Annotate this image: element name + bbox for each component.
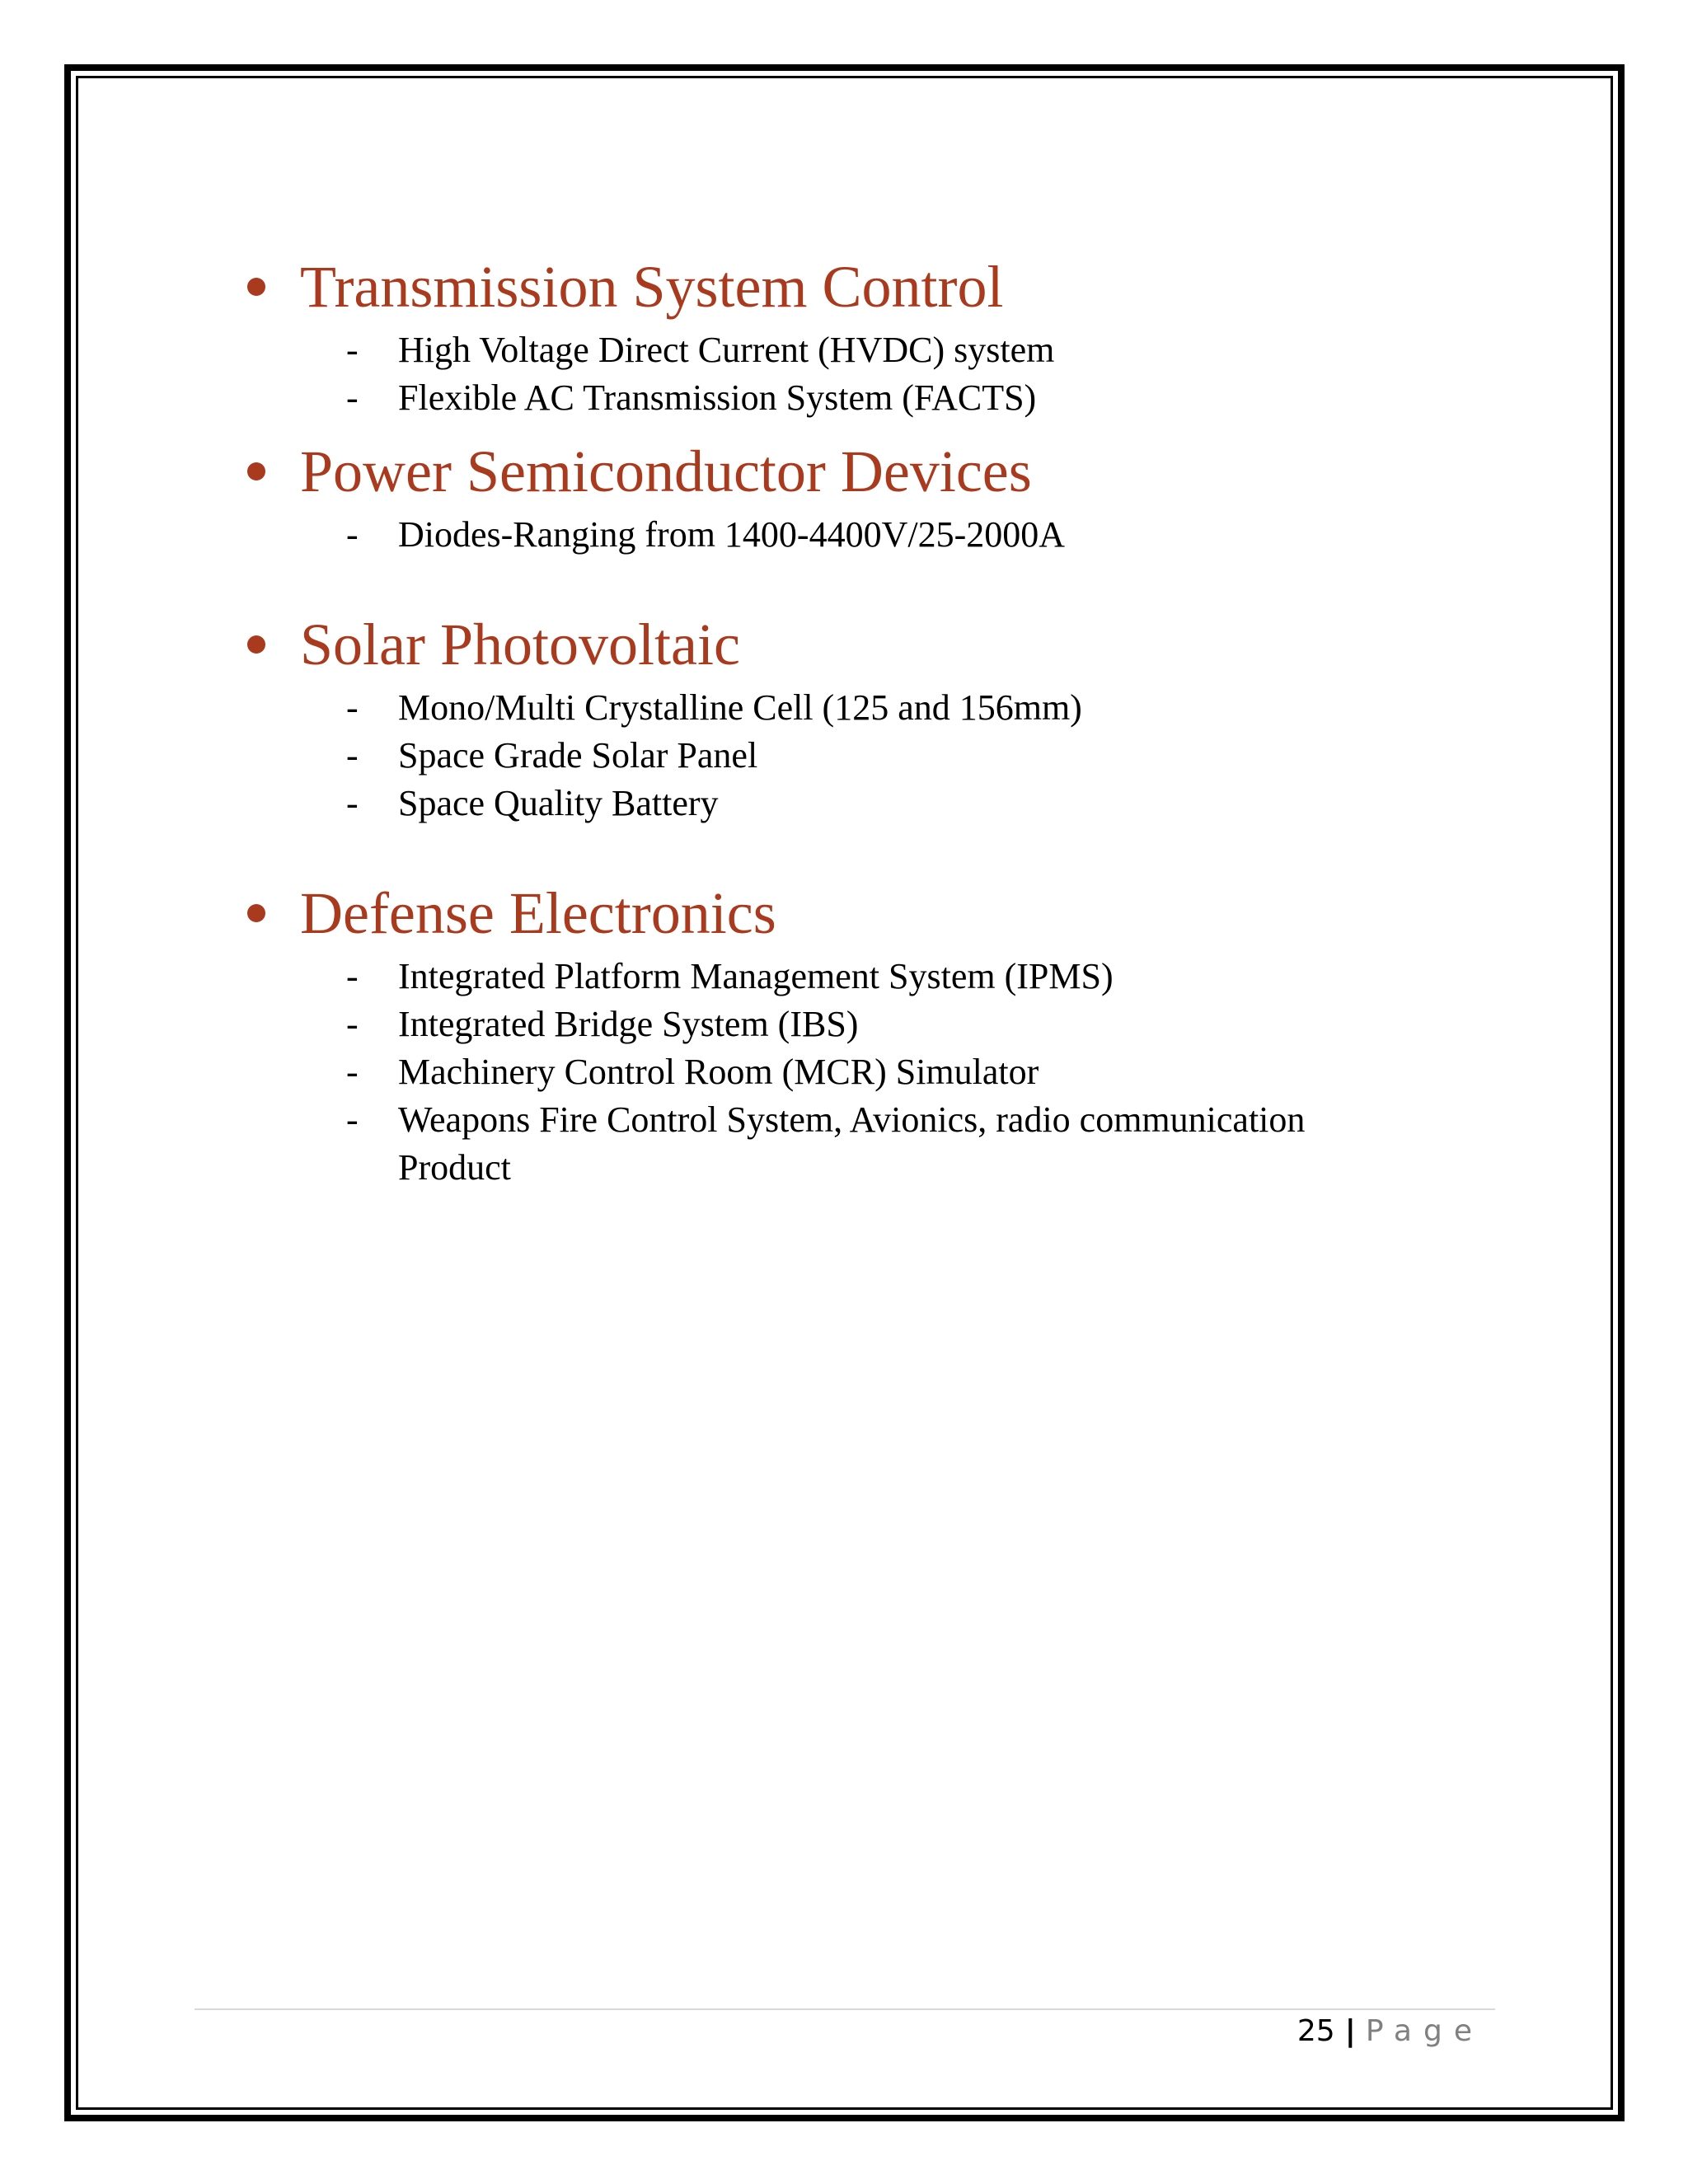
list-item <box>247 780 1484 827</box>
page-footer <box>1297 2011 1484 2052</box>
dash-icon: - <box>346 783 359 823</box>
dash-icon: - <box>346 1099 359 1140</box>
section-heading <box>247 874 1484 953</box>
list-item-text: Weapons Fire Control System, Avionics, radio communication Product <box>398 1099 1306 1188</box>
list-item <box>247 1048 1484 1096</box>
sub-list <box>247 511 1484 559</box>
list-item-text: Space Quality Battery <box>398 783 719 823</box>
section-heading <box>247 432 1484 511</box>
list-item <box>247 326 1484 374</box>
list-item <box>247 732 1484 780</box>
sub-list <box>247 326 1484 422</box>
footer-divider <box>195 2008 1495 2010</box>
dash-icon: - <box>346 956 359 996</box>
list-item-text: Flexible AC Transmission System (FACTS) <box>398 377 1037 418</box>
section-heading-text: Power Semiconductor Devices <box>300 438 1032 504</box>
list-item-text: Mono/Multi Crystalline Cell (125 and 156mm) <box>398 687 1082 728</box>
dash-icon: - <box>346 687 359 728</box>
sub-list <box>247 684 1484 827</box>
list-item-text: High Voltage Direct Current (HVDC) system <box>398 330 1055 370</box>
footer-separator: | <box>1344 2014 1356 2048</box>
bullet-dot-icon <box>247 278 265 296</box>
list-item-text: Integrated Platform Management System (IPMS) <box>398 956 1114 996</box>
list-item <box>247 953 1484 1001</box>
section-power-semiconductor-devices <box>247 432 1484 559</box>
sub-list <box>247 953 1484 1192</box>
dash-icon: - <box>346 377 359 418</box>
section-solar-photovoltaic <box>247 605 1484 827</box>
list-item-text: Diodes-Ranging from 1400-4400V/25-2000A <box>398 514 1066 555</box>
dash-icon: - <box>346 1004 359 1044</box>
list-item <box>247 511 1484 559</box>
bullet-dot-icon <box>247 462 265 480</box>
list-item <box>247 1096 1404 1192</box>
page-number: 25 <box>1296 2014 1335 2048</box>
dash-icon: - <box>346 514 359 555</box>
dash-icon: - <box>346 1052 359 1092</box>
dash-icon: - <box>346 735 359 776</box>
list-item <box>247 684 1484 732</box>
section-heading <box>247 605 1484 684</box>
page-label: Page <box>1365 2014 1484 2048</box>
list-item-text: Machinery Control Room (MCR) Simulator <box>398 1052 1039 1092</box>
bullet-dot-icon <box>247 904 265 922</box>
document-body <box>247 247 1484 1192</box>
list-item-text: Space Grade Solar Panel <box>398 735 758 776</box>
list-item <box>247 374 1484 422</box>
bullet-dot-icon <box>247 635 265 654</box>
dash-icon: - <box>346 330 359 370</box>
section-defense-electronics <box>247 874 1484 1192</box>
list-item-text: Integrated Bridge System (IBS) <box>398 1004 859 1044</box>
section-heading-text: Solar Photovoltaic <box>300 612 740 677</box>
section-heading-text: Defense Electronics <box>300 880 776 946</box>
section-transmission-system-control <box>247 247 1484 422</box>
section-heading-text: Transmission System Control <box>300 254 1004 320</box>
list-item <box>247 1001 1484 1048</box>
section-heading <box>247 247 1484 326</box>
